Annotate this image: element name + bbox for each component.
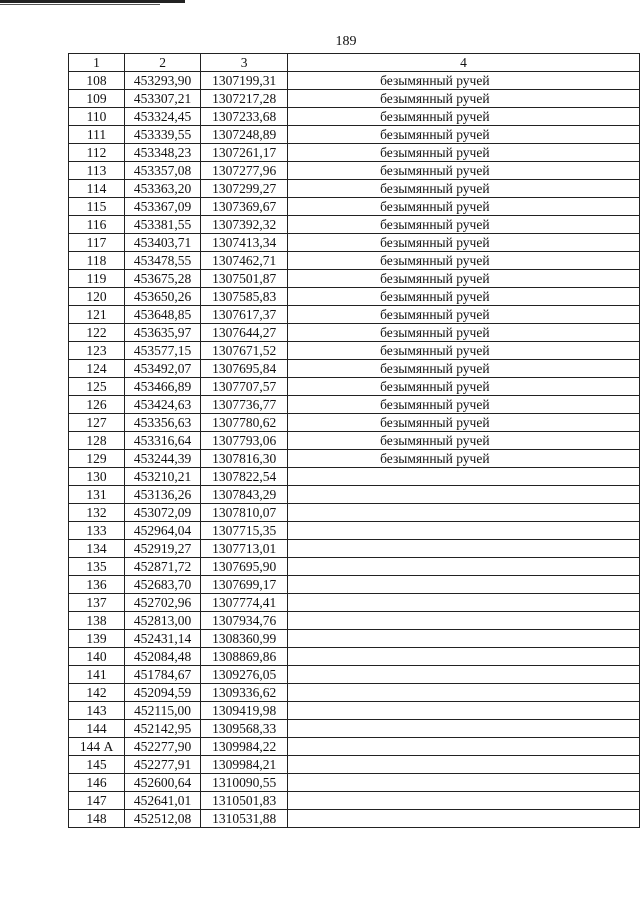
description-cell: безымянный ручей (288, 162, 640, 180)
table-row (69, 234, 640, 252)
point-number-cell: 140 (69, 648, 125, 666)
x-coordinate-cell: 453136,26 (125, 486, 201, 504)
y-coordinate-cell: 1307248,89 (201, 126, 288, 144)
x-coordinate-cell: 453577,15 (125, 342, 201, 360)
description-cell (288, 594, 640, 612)
description-cell (288, 792, 640, 810)
y-coordinate-cell: 1307671,52 (201, 342, 288, 360)
table-row (69, 594, 640, 612)
y-coordinate-cell: 1307695,90 (201, 558, 288, 576)
description-cell (288, 756, 640, 774)
y-coordinate-cell: 1307843,29 (201, 486, 288, 504)
point-number-cell: 109 (69, 90, 125, 108)
table-row (69, 396, 640, 414)
y-coordinate-cell: 1309984,22 (201, 738, 288, 756)
description-cell (288, 630, 640, 648)
description-cell (288, 540, 640, 558)
point-number-cell: 112 (69, 144, 125, 162)
point-number-cell: 125 (69, 378, 125, 396)
y-coordinate-cell: 1307715,35 (201, 522, 288, 540)
y-coordinate-cell: 1309336,62 (201, 684, 288, 702)
description-cell: безымянный ручей (288, 360, 640, 378)
y-coordinate-cell: 1307644,27 (201, 324, 288, 342)
table-row (69, 252, 640, 270)
x-coordinate-cell: 452683,70 (125, 576, 201, 594)
x-coordinate-cell: 453339,55 (125, 126, 201, 144)
x-coordinate-cell: 453367,09 (125, 198, 201, 216)
point-number-cell: 147 (69, 792, 125, 810)
table-row (69, 684, 640, 702)
point-number-cell: 138 (69, 612, 125, 630)
y-coordinate-cell: 1310531,88 (201, 810, 288, 828)
description-cell (288, 576, 640, 594)
x-coordinate-cell: 453307,21 (125, 90, 201, 108)
y-coordinate-cell: 1307736,77 (201, 396, 288, 414)
y-coordinate-cell: 1307617,37 (201, 306, 288, 324)
x-coordinate-cell: 452871,72 (125, 558, 201, 576)
point-number-cell: 132 (69, 504, 125, 522)
table-row (69, 216, 640, 234)
point-number-cell: 124 (69, 360, 125, 378)
table-row (69, 486, 640, 504)
scan-edge-mark (0, 0, 185, 3)
x-coordinate-cell: 453363,20 (125, 180, 201, 198)
x-coordinate-cell: 453072,09 (125, 504, 201, 522)
x-coordinate-cell: 453348,23 (125, 144, 201, 162)
table-row (69, 324, 640, 342)
x-coordinate-cell: 453403,71 (125, 234, 201, 252)
description-cell: безымянный ручей (288, 432, 640, 450)
x-coordinate-cell: 453675,28 (125, 270, 201, 288)
x-coordinate-cell: 453244,39 (125, 450, 201, 468)
description-cell: безымянный ручей (288, 396, 640, 414)
y-coordinate-cell: 1307822,54 (201, 468, 288, 486)
y-coordinate-cell: 1307261,17 (201, 144, 288, 162)
point-number-cell: 114 (69, 180, 125, 198)
y-coordinate-cell: 1307699,17 (201, 576, 288, 594)
table-row (69, 774, 640, 792)
x-coordinate-cell: 452277,90 (125, 738, 201, 756)
x-coordinate-cell: 453466,89 (125, 378, 201, 396)
table-row (69, 756, 640, 774)
point-number-cell: 118 (69, 252, 125, 270)
column-header-3: 3 (201, 54, 288, 72)
y-coordinate-cell: 1307816,30 (201, 450, 288, 468)
description-cell: безымянный ручей (288, 378, 640, 396)
table-row (69, 558, 640, 576)
point-number-cell: 144 А (69, 738, 125, 756)
y-coordinate-cell: 1308869,86 (201, 648, 288, 666)
x-coordinate-cell: 453316,64 (125, 432, 201, 450)
y-coordinate-cell: 1310090,55 (201, 774, 288, 792)
table-row (69, 468, 640, 486)
table-row (69, 720, 640, 738)
y-coordinate-cell: 1309568,33 (201, 720, 288, 738)
table-body (69, 72, 640, 828)
table-row (69, 648, 640, 666)
table-row (69, 198, 640, 216)
y-coordinate-cell: 1307713,01 (201, 540, 288, 558)
column-header-1: 1 (69, 54, 125, 72)
point-number-cell: 117 (69, 234, 125, 252)
x-coordinate-cell: 452600,64 (125, 774, 201, 792)
x-coordinate-cell: 452431,14 (125, 630, 201, 648)
table-row (69, 612, 640, 630)
x-coordinate-cell: 453492,07 (125, 360, 201, 378)
table-row (69, 126, 640, 144)
point-number-cell: 137 (69, 594, 125, 612)
x-coordinate-cell: 453650,26 (125, 288, 201, 306)
table-row (69, 810, 640, 828)
y-coordinate-cell: 1307277,96 (201, 162, 288, 180)
description-cell: безымянный ручей (288, 342, 640, 360)
description-cell (288, 684, 640, 702)
point-number-cell: 116 (69, 216, 125, 234)
point-number-cell: 136 (69, 576, 125, 594)
point-number-cell: 123 (69, 342, 125, 360)
x-coordinate-cell: 453210,21 (125, 468, 201, 486)
table-row (69, 504, 640, 522)
x-coordinate-cell: 453478,55 (125, 252, 201, 270)
x-coordinate-cell: 453635,97 (125, 324, 201, 342)
y-coordinate-cell: 1307585,83 (201, 288, 288, 306)
description-cell: безымянный ручей (288, 252, 640, 270)
description-cell: безымянный ручей (288, 72, 640, 90)
y-coordinate-cell: 1308360,99 (201, 630, 288, 648)
y-coordinate-cell: 1309984,21 (201, 756, 288, 774)
scan-edge-line (0, 4, 160, 5)
description-cell (288, 648, 640, 666)
description-cell (288, 738, 640, 756)
x-coordinate-cell: 453357,08 (125, 162, 201, 180)
table-row (69, 738, 640, 756)
y-coordinate-cell: 1310501,83 (201, 792, 288, 810)
description-cell: безымянный ручей (288, 126, 640, 144)
point-number-cell: 134 (69, 540, 125, 558)
description-cell: безымянный ручей (288, 270, 640, 288)
description-cell (288, 558, 640, 576)
table-row (69, 702, 640, 720)
description-cell: безымянный ручей (288, 234, 640, 252)
table-row (69, 288, 640, 306)
table-row (69, 432, 640, 450)
point-number-cell: 142 (69, 684, 125, 702)
table-header-row (69, 54, 640, 72)
y-coordinate-cell: 1307233,68 (201, 108, 288, 126)
x-coordinate-cell: 452277,91 (125, 756, 201, 774)
description-cell: безымянный ручей (288, 216, 640, 234)
x-coordinate-cell: 453324,45 (125, 108, 201, 126)
coordinates-table (68, 53, 640, 828)
y-coordinate-cell: 1307217,28 (201, 90, 288, 108)
description-cell: безымянный ручей (288, 198, 640, 216)
description-cell (288, 522, 640, 540)
table-row (69, 576, 640, 594)
table-row (69, 162, 640, 180)
table-row (69, 90, 640, 108)
column-header-2: 2 (125, 54, 201, 72)
table-row (69, 378, 640, 396)
y-coordinate-cell: 1307793,06 (201, 432, 288, 450)
x-coordinate-cell: 452512,08 (125, 810, 201, 828)
y-coordinate-cell: 1309419,98 (201, 702, 288, 720)
description-cell (288, 486, 640, 504)
y-coordinate-cell: 1307780,62 (201, 414, 288, 432)
description-cell: безымянный ручей (288, 306, 640, 324)
column-header-4: 4 (288, 54, 640, 72)
y-coordinate-cell: 1307392,32 (201, 216, 288, 234)
page-number: 189 (335, 34, 357, 49)
description-cell: безымянный ручей (288, 324, 640, 342)
point-number-cell: 126 (69, 396, 125, 414)
point-number-cell: 133 (69, 522, 125, 540)
x-coordinate-cell: 453648,85 (125, 306, 201, 324)
x-coordinate-cell: 452094,59 (125, 684, 201, 702)
point-number-cell: 115 (69, 198, 125, 216)
point-number-cell: 121 (69, 306, 125, 324)
point-number-cell: 122 (69, 324, 125, 342)
table-row (69, 108, 640, 126)
x-coordinate-cell: 452641,01 (125, 792, 201, 810)
y-coordinate-cell: 1307199,31 (201, 72, 288, 90)
x-coordinate-cell: 452702,96 (125, 594, 201, 612)
point-number-cell: 113 (69, 162, 125, 180)
point-number-cell: 146 (69, 774, 125, 792)
x-coordinate-cell: 453381,55 (125, 216, 201, 234)
description-cell: безымянный ручей (288, 144, 640, 162)
table-row (69, 342, 640, 360)
y-coordinate-cell: 1309276,05 (201, 666, 288, 684)
y-coordinate-cell: 1307369,67 (201, 198, 288, 216)
point-number-cell: 108 (69, 72, 125, 90)
table-row (69, 666, 640, 684)
table-row (69, 522, 640, 540)
table-row (69, 630, 640, 648)
description-cell (288, 720, 640, 738)
description-cell: безымянный ручей (288, 450, 640, 468)
x-coordinate-cell: 452142,95 (125, 720, 201, 738)
x-coordinate-cell: 452813,00 (125, 612, 201, 630)
y-coordinate-cell: 1307707,57 (201, 378, 288, 396)
x-coordinate-cell: 452964,04 (125, 522, 201, 540)
table-row (69, 72, 640, 90)
table-row (69, 306, 640, 324)
point-number-cell: 119 (69, 270, 125, 288)
point-number-cell: 129 (69, 450, 125, 468)
x-coordinate-cell: 453356,63 (125, 414, 201, 432)
y-coordinate-cell: 1307501,87 (201, 270, 288, 288)
x-coordinate-cell: 453293,90 (125, 72, 201, 90)
x-coordinate-cell: 452919,27 (125, 540, 201, 558)
x-coordinate-cell: 453424,63 (125, 396, 201, 414)
description-cell (288, 774, 640, 792)
description-cell (288, 810, 640, 828)
description-cell (288, 612, 640, 630)
point-number-cell: 130 (69, 468, 125, 486)
point-number-cell: 110 (69, 108, 125, 126)
table-row (69, 144, 640, 162)
point-number-cell: 128 (69, 432, 125, 450)
y-coordinate-cell: 1307934,76 (201, 612, 288, 630)
table-row (69, 270, 640, 288)
description-cell: безымянный ручей (288, 414, 640, 432)
table-row (69, 792, 640, 810)
x-coordinate-cell: 452115,00 (125, 702, 201, 720)
y-coordinate-cell: 1307413,34 (201, 234, 288, 252)
x-coordinate-cell: 452084,48 (125, 648, 201, 666)
description-cell: безымянный ручей (288, 90, 640, 108)
point-number-cell: 139 (69, 630, 125, 648)
description-cell (288, 468, 640, 486)
point-number-cell: 145 (69, 756, 125, 774)
table-row (69, 360, 640, 378)
description-cell (288, 666, 640, 684)
point-number-cell: 131 (69, 486, 125, 504)
y-coordinate-cell: 1307299,27 (201, 180, 288, 198)
point-number-cell: 141 (69, 666, 125, 684)
y-coordinate-cell: 1307810,07 (201, 504, 288, 522)
description-cell: безымянный ручей (288, 180, 640, 198)
point-number-cell: 111 (69, 126, 125, 144)
point-number-cell: 120 (69, 288, 125, 306)
y-coordinate-cell: 1307774,41 (201, 594, 288, 612)
point-number-cell: 148 (69, 810, 125, 828)
point-number-cell: 135 (69, 558, 125, 576)
table-row (69, 180, 640, 198)
description-cell: безымянный ручей (288, 288, 640, 306)
y-coordinate-cell: 1307695,84 (201, 360, 288, 378)
y-coordinate-cell: 1307462,71 (201, 252, 288, 270)
table-row (69, 414, 640, 432)
table-row (69, 450, 640, 468)
point-number-cell: 143 (69, 702, 125, 720)
point-number-cell: 144 (69, 720, 125, 738)
x-coordinate-cell: 451784,67 (125, 666, 201, 684)
description-cell: безымянный ручей (288, 108, 640, 126)
description-cell (288, 504, 640, 522)
point-number-cell: 127 (69, 414, 125, 432)
table-row (69, 540, 640, 558)
description-cell (288, 702, 640, 720)
